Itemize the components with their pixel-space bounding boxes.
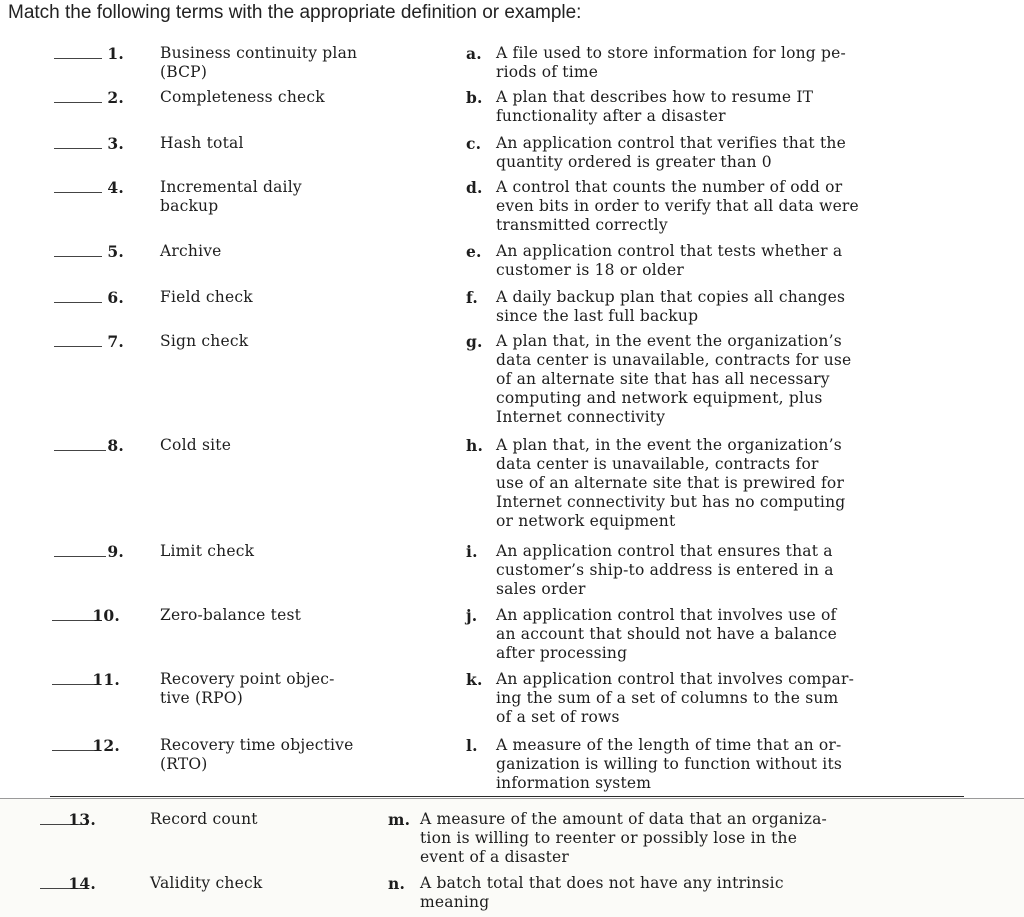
item-number: 6. (107, 288, 124, 307)
scanned-exercise (0, 30, 1024, 917)
definition-letter: a. (466, 44, 482, 63)
item-number: 5. (107, 242, 124, 261)
definition: A file used to store information for long pe- riods of time (496, 44, 846, 81)
definition-letter: i. (466, 542, 478, 561)
term: Business continuity plan (BCP) (160, 44, 358, 81)
definition-letter: c. (466, 134, 482, 153)
term: Incremental daily backup (160, 178, 302, 215)
definition-letter: f. (466, 288, 478, 307)
definition: A plan that, in the event the organization’s data center is unavailable, contracts for use of an alternate site that has all necessary computing and network equipment, plus Internet connectivity (496, 332, 852, 426)
definition: An application control that verifies that the quantity ordered is greater than 0 (496, 134, 846, 171)
term: Zero-balance test (160, 606, 302, 624)
definition-letter: j. (466, 606, 478, 625)
definition: An application control that ensures that a customer’s ship-to address is entered in a sales order (496, 542, 834, 598)
definition: A measure of the length of time that an or- ganization is willing to function without its information system (496, 736, 843, 792)
definition-letter: n. (388, 874, 406, 893)
item-number: 11. (92, 670, 120, 689)
item-number: 9. (107, 542, 124, 561)
definition-letter: b. (466, 88, 483, 107)
definition-letter: g. (466, 332, 483, 351)
definition: A measure of the amount of data that an organiza- tion is willing to reenter or possibly lose in the event of a disaster (420, 810, 827, 866)
term: Recovery point objec- tive (RPO) (160, 670, 335, 707)
item-number: 1. (107, 44, 124, 63)
item-number: 4. (107, 178, 124, 197)
term: Field check (160, 288, 253, 306)
definition-letter: d. (466, 178, 483, 197)
item-number: 3. (107, 134, 124, 153)
term: Archive (160, 242, 222, 260)
definition: A plan that describes how to resume IT functionality after a disaster (496, 88, 814, 125)
item-number: 13. (68, 810, 96, 829)
definition: An application control that involves use of an account that should not have a balance after processing (496, 606, 837, 662)
item-number: 7. (107, 332, 124, 351)
definition: A plan that, in the event the organization’s data center is unavailable, contracts for use of an alternate site that is prewired for Internet connectivity but has no computing or network equipment (496, 436, 846, 530)
term: Recovery time objective (RTO) (160, 736, 354, 773)
page-split-line (0, 798, 1024, 799)
definition-letter: h. (466, 436, 484, 455)
term: Cold site (160, 436, 232, 454)
item-number: 12. (92, 736, 120, 755)
definition-letter: l. (466, 736, 478, 755)
question-prompt: Match the following terms with the appropriate definition or example: (8, 2, 582, 23)
item-number: 10. (92, 606, 120, 625)
definition: A batch total that does not have any intrinsic meaning (420, 874, 784, 911)
definition-letter: m. (388, 810, 411, 829)
term: Completeness check (160, 88, 325, 106)
item-number: 2. (107, 88, 124, 107)
section-divider (50, 796, 964, 797)
item-number: 14. (68, 874, 96, 893)
definition-letter: k. (466, 670, 483, 689)
term: Validity check (150, 874, 263, 892)
term: Sign check (160, 332, 249, 350)
term: Limit check (160, 542, 255, 560)
definition: An application control that tests whether a customer is 18 or older (496, 242, 843, 279)
item-number: 8. (107, 436, 124, 455)
definition: A daily backup plan that copies all changes since the last full backup (496, 288, 846, 325)
definition-letter: e. (466, 242, 482, 261)
term: Record count (150, 810, 258, 828)
definition: A control that counts the number of odd or even bits in order to verify that all data were transmitted correctly (496, 178, 859, 234)
term: Hash total (160, 134, 244, 152)
definition: An application control that involves compar- ing the sum of a set of columns to the sum of a set of rows (496, 670, 855, 726)
